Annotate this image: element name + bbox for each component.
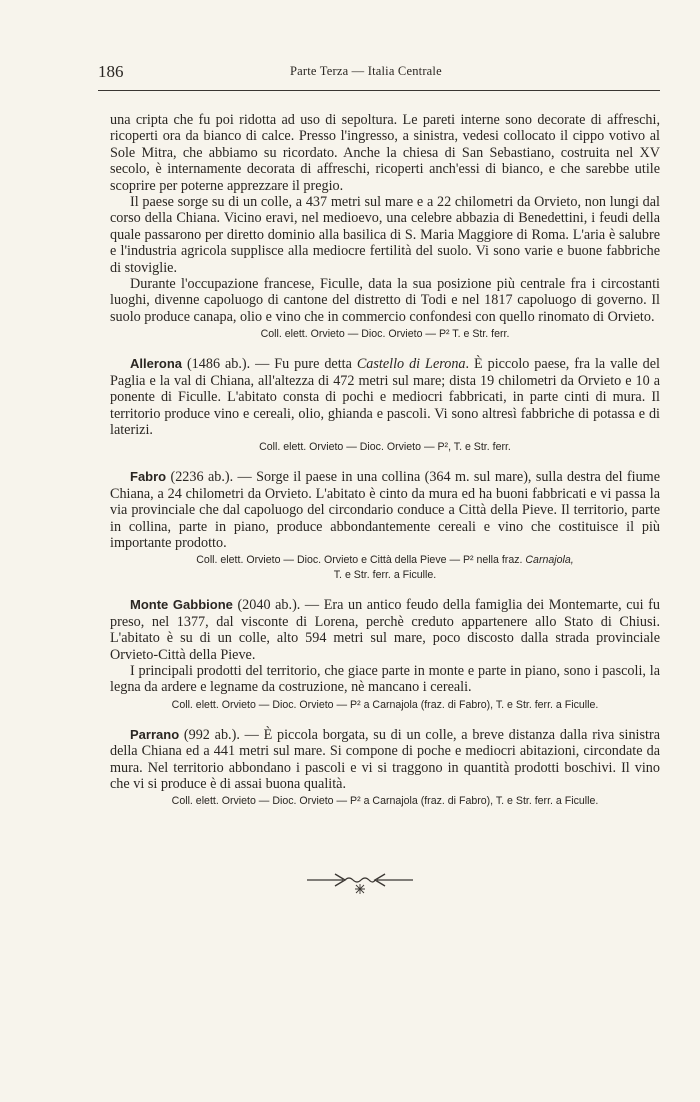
collegio-note: Coll. elett. Orvieto — Dioc. Orvieto — P² a Carnajola (fraz. di Fabro), T. e Str. ferr. a Ficulle. <box>171 795 599 808</box>
entry-text <box>110 727 660 793</box>
running-title: Parte Terza — Italia Centrale <box>290 64 442 78</box>
entry-name: Fabro <box>130 469 167 485</box>
collegio-italic: Carnajola, <box>525 554 574 567</box>
entry-body: Fu pure detta <box>274 356 357 373</box>
page-number: 186 <box>98 62 124 81</box>
entry-body: Sorge il paese in una collina (364 m. sul mare), sulla destra del fiume Chiana, a 24 chilometri da Orvieto. L'abitato è cinto da mura ed ha buoni fabbricati e vi passa la via provinciale che dal capoluogo del circondario conduce a Città della Pieve. Il territorio, parte in collina, parte in piano, produce abbondantemente cereali e vino che costituisce il più importante prodotto. <box>110 469 661 551</box>
entry-population: (2040 ab.). — <box>232 597 324 614</box>
entry-body: Era un antico feudo della famiglia dei Montemarte, cui fu preso, nel 1377, dal visconte di Lorena, perchè creduto appartenere allo Stato di Chiusi. L'abitato è su di un colle, alto 594 metri sul mare, poco discosto dalla strada provinciale Orvieto-Città della Pieve. <box>110 597 660 663</box>
collegio-note: Coll. elett. Orvieto — Dioc. Orvieto — P² T. e Str. ferr. <box>260 328 510 341</box>
page-header <box>98 62 660 84</box>
entry-parrano <box>110 727 660 810</box>
collegio-text: T. e Str. ferr. a Ficulle. <box>333 569 437 582</box>
collegio-text: Coll. elett. Orvieto — Dioc. Orvieto e Città della Pieve — P² nella fraz. <box>196 554 526 567</box>
entry-population: (992 ab.). — <box>179 726 264 743</box>
entry-italic: Castello di Lerona <box>356 356 466 373</box>
entry-name: Parrano <box>130 726 180 742</box>
entry-text <box>110 356 660 438</box>
collegio-note: Coll. elett. Orvieto — Dioc. Orvieto — P², T. e Str. ferr. <box>259 441 511 454</box>
entry-allerona <box>110 356 660 455</box>
collegio-note <box>110 553 660 583</box>
entry-name: Allerona <box>130 356 183 372</box>
paragraph: una cripta che fu poi ridotta ad uso di sepoltura. Le pareti interne sono decorate di affreschi, ricoperti ora da bianco di calce. Presso l'ingresso, a sinistra, vedesi collocato il cippo votivo al Sole Mitra, che abbiamo su ricordato. Anche la chiesa di San Sebastiano, costruita nel XV secolo, è internamente decorata di affreschi, ricoperti anch'essi di bianco, e che sarebbe utile scoprire per poterne apprezzare il pregio. <box>110 112 660 194</box>
ornament-icon <box>305 868 415 896</box>
paragraph: Il paese sorge su di un colle, a 437 metri sul mare e a 22 chilometri da Orvieto, non lungi dal corso della Chiana. Vicino eravi, nel medioevo, una celebre abbazia di Benedettini, i feudi della quale passarono per diretto dominio alla basilica di S. Maria Maggiore di Roma. L'aria è salubre e l'industria agricola supplisce alla mediocre fertilità del suolo. Vi sono varie e buone fabbriche di stoviglie. <box>110 194 660 276</box>
entry-text <box>110 469 660 551</box>
entry-population: (2236 ab.). — <box>166 469 257 486</box>
entry-monte-gabbione <box>110 597 660 712</box>
paragraph: Durante l'occupazione francese, Ficulle, data la sua posizione più centrale fra i circostanti luoghi, divenne capoluogo di cantone del distretto di Todi e nel 1817 capoluogo di governo. Il suolo produce canapa, olio e vino che in commercio confondesi con quello rinomato di Orvieto. <box>110 276 660 325</box>
page-body <box>110 112 660 809</box>
collegio-note: Coll. elett. Orvieto — Dioc. Orvieto — P² a Carnajola (fraz. di Fabro), T. e Str. ferr. a Ficulle. <box>171 698 599 711</box>
entry-text: I principali prodotti del territorio, che giace parte in monte e parte in piano, sono i pascoli, la legna da ardere e legname da costruzione, nè mancano i cereali. <box>110 662 660 696</box>
entry-body: . È piccolo paese, fra la valle del Paglia e la val di Chiana, all'altezza di 472 metri sul mare; dista 19 chilometri da Orvieto e 10 a ponente di Ficulle. L'abitato consta di pochi e mediocri fabbricati, in parte cinti di mura. Il territorio produce vino e cereali, olio, ghianda e pascoli. Vi sono altresì fabbriche di potassa e di laterizi. <box>110 356 660 438</box>
header-rule <box>98 90 660 91</box>
entry-fabro <box>110 469 660 583</box>
entry-name: Monte Gabbione <box>130 597 233 613</box>
entry-text <box>110 597 660 663</box>
entry-population: (1486 ab.). — <box>182 356 275 373</box>
entry-body: È piccola borgata, su di un colle, a breve distanza dalla riva sinistra della Chiana ed a 441 metri sul mare. Si compone di poche e mediocri abitazioni, circondate da mura. Nel territorio abbondano i pascoli e vi si traggono in quantità prodotti boschivi. Il vino che vi si produce è di assai buona qualità. <box>110 726 660 792</box>
